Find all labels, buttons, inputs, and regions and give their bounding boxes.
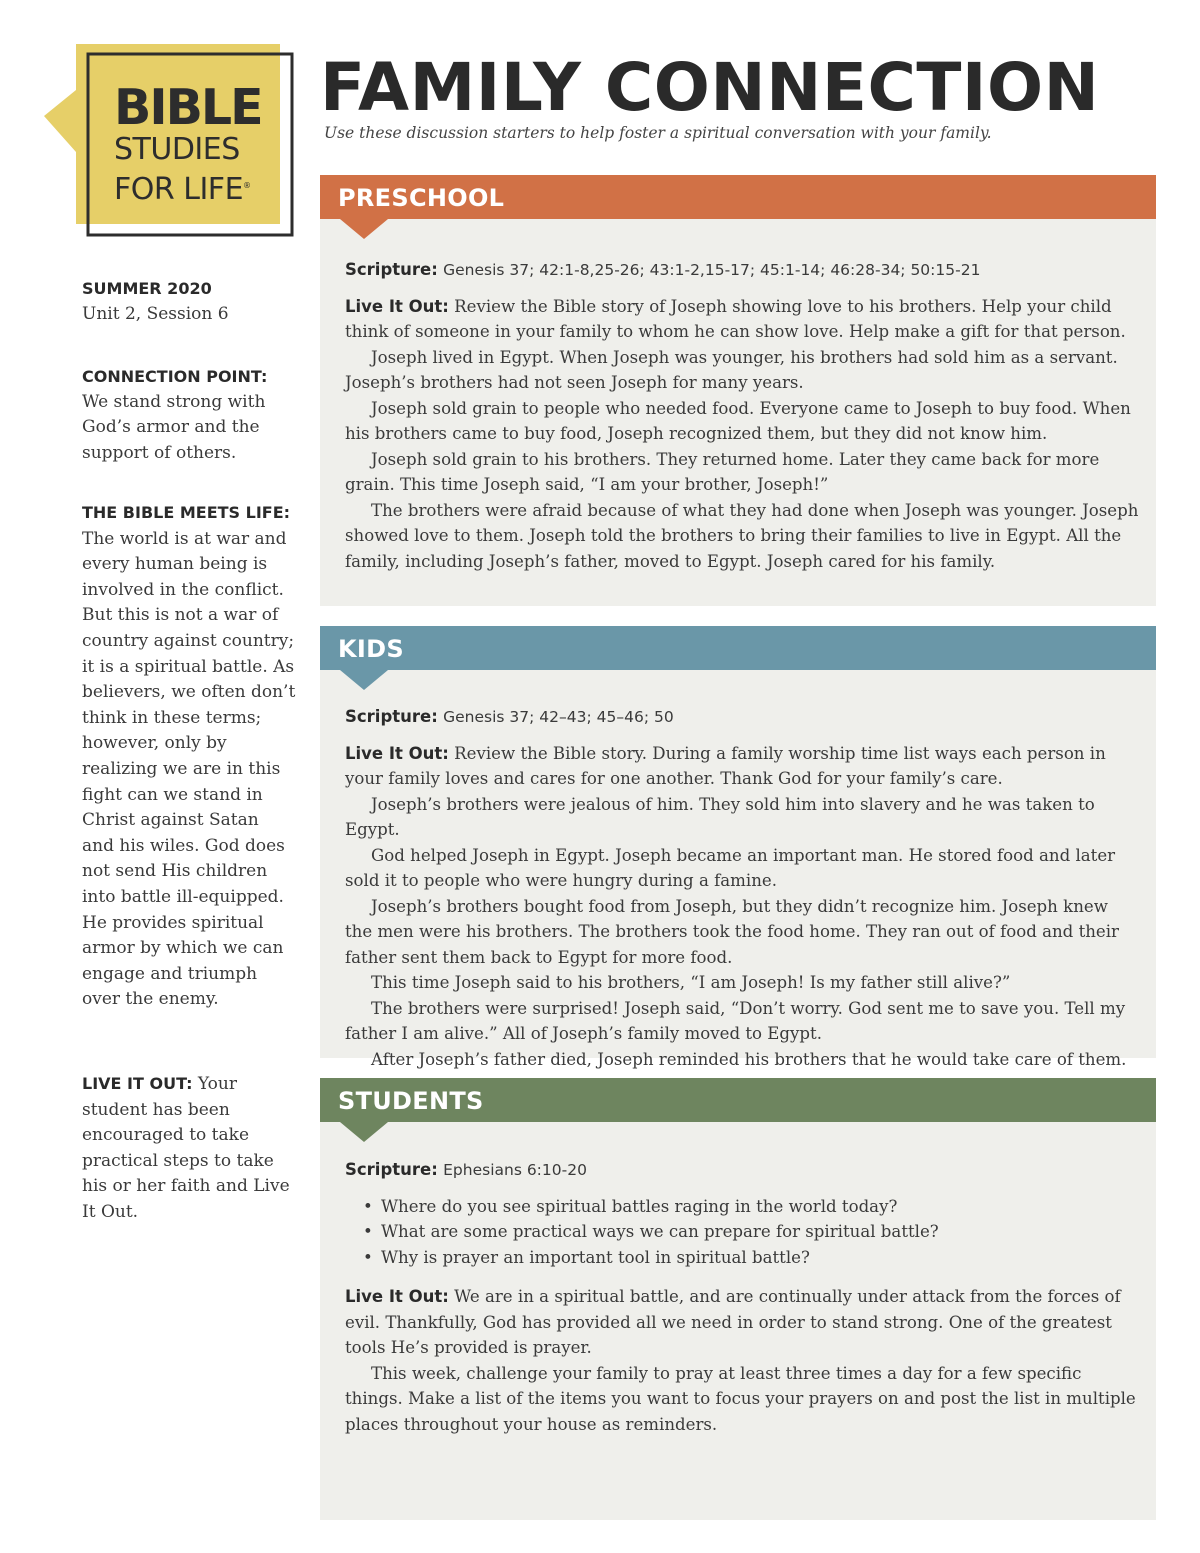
preschool-header: PRESCHOOL — [320, 175, 1156, 219]
logo-line-bible: BIBLE — [114, 79, 262, 136]
bible-studies-for-life-logo — [44, 44, 296, 240]
list-item: • What are some practical ways we can prepare for spiritual battle? — [345, 1219, 1140, 1245]
page-subtitle: Use these discussion starters to help foster a spiritual conversation with your family. — [324, 124, 992, 142]
preschool-paragraph: Joseph sold grain to people who needed food. Everyone came to Joseph to buy food. When his brothers came to buy food, Joseph recognized them, but they did not know him. — [345, 398, 1131, 443]
kids-paragraph: After Joseph’s father died, Joseph reminded his brothers that he would take care of them. — [371, 1049, 1127, 1069]
preschool-paragraph: Joseph sold grain to his brothers. They returned home. Later they came back for more grain. This time Joseph said, “I am your brother, Joseph!” — [345, 449, 1100, 494]
connection-point — [82, 364, 296, 466]
registered-mark: ® — [243, 181, 251, 190]
students-header: STUDENTS — [320, 1078, 1156, 1122]
live-it-out-text: Your student has been encouraged to take practical steps to take his or her faith and Live It Out. — [82, 1074, 290, 1222]
kids-live-it-out: Live It Out: Review the Bible story. During a family worship time list ways each person in your family loves and cares for one another. Thank God for your family’s care. — [345, 743, 1106, 788]
connection-point-label: CONNECTION POINT: — [82, 367, 268, 386]
kids-pointer-icon — [340, 670, 388, 690]
logo-wordmark — [114, 79, 262, 208]
live-it-out-summary — [82, 1071, 296, 1226]
students-content — [345, 1157, 1140, 1437]
students-question-list — [345, 1194, 1140, 1271]
preschool-scripture-ref: Genesis 37; 42:1-8,25-26; 43:1-2,15-17; 45:1-14; 46:28-34; 50:15-21 — [443, 261, 981, 279]
bible-meets-life-text: The world is at war and every human being is involved in the conflict. But this is not a war of country against country; it is a spiritual battle. As believers, we often don’t think in these terms; however, only by realizing we are in this fight can we stand in Christ against Satan and his wiles. God does not send His children into battle ill-equipped. He provides spiritual armor by which we can engage and triumph over the enemy. — [82, 528, 296, 1010]
list-item: • Why is prayer an important tool in spiritual battle? — [345, 1245, 1140, 1271]
students-section — [320, 1078, 1156, 1520]
students-scripture: Scripture: Ephesians 6:10-20 — [345, 1160, 587, 1179]
kids-paragraph: This time Joseph said to his brothers, “I am Joseph! Is my father still alive?” — [371, 973, 1011, 992]
logo-line-for-life: FOR LIFE® — [114, 172, 251, 207]
kids-header: KIDS — [320, 626, 1156, 670]
live-it-out-label: LIVE IT OUT: — [82, 1074, 193, 1093]
kids-section — [320, 626, 1156, 1069]
preschool-live-it-out: Live It Out: Review the Bible story of Joseph showing love to his brothers. Help your child think of someone in your family to whom he can show love. Help make a gift for that person. — [345, 296, 1126, 341]
students-paragraph: This week, challenge your family to pray at least three times a day for a few specific things. Make a list of the items you want to focus your prayers on and post the list in multiple places throughout your house as reminders. — [345, 1363, 1136, 1434]
kids-paragraph: Joseph’s brothers were jealous of him. They sold him into slavery and he was taken to Egypt. — [345, 794, 1095, 839]
unit-session: Unit 2, Session 6 — [82, 303, 229, 324]
students-live-it-out: Live It Out: We are in a spiritual battle, and are continually under attack from the forces of evil. Thankfully, God has provided all we need in order to stand strong. One of the greatest tools He’s provided is prayer. — [345, 1287, 1121, 1357]
preschool-content — [345, 257, 1140, 574]
preschool-pointer-icon — [340, 219, 388, 239]
list-item: • Where do you see spiritual battles raging in the world today? — [345, 1194, 1140, 1220]
kids-content — [345, 704, 1140, 1072]
students-pointer-icon — [340, 1122, 388, 1142]
session-info — [82, 276, 296, 327]
kids-paragraph: The brothers were surprised! Joseph said, “Don’t worry. God sent me to save you. Tell my father I am alive.” All of Joseph’s family moved to Egypt. — [345, 998, 1126, 1043]
preschool-paragraph: The brothers were afraid because of what they had done when Joseph was younger. Joseph showed love to them. Joseph told the brothers to bring their families to live in Egypt. All the family, including Joseph’s father, moved to Egypt. Joseph cared for his family. — [345, 500, 1139, 571]
preschool-scripture: Scripture: Genesis 37; 42:1-8,25-26; 43:1-2,15-17; 45:1-14; 46:28-34; 50:15-21 — [345, 260, 981, 279]
kids-scripture: Scripture: Genesis 37; 42–43; 45–46; 50 — [345, 707, 674, 726]
kids-scripture-ref: Genesis 37; 42–43; 45–46; 50 — [443, 708, 674, 726]
kids-paragraph: God helped Joseph in Egypt. Joseph became an important man. He stored food and later sold it to people who were hungry during a famine. — [345, 845, 1116, 890]
bible-meets-life-label: THE BIBLE MEETS LIFE: — [82, 503, 291, 522]
connection-point-text: We stand strong with God’s armor and the support of others. — [82, 391, 266, 463]
preschool-paragraph: Joseph lived in Egypt. When Joseph was younger, his brothers had sold him as a servant. Joseph’s brothers had not seen Joseph for many years. — [345, 347, 1118, 392]
logo-line-studies: STUDIES — [114, 132, 240, 167]
page-title: FAMILY CONNECTION — [320, 49, 1100, 126]
bible-meets-life — [82, 500, 296, 1013]
season-label: SUMMER 2020 — [82, 279, 212, 298]
kids-paragraph: Joseph’s brothers bought food from Joseph, but they didn’t recognize him. Joseph knew the men were his brothers. The brothers took the food home. They ran out of food and their father sent them back to Egypt for more food. — [345, 896, 1119, 967]
students-scripture-ref: Ephesians 6:10-20 — [443, 1161, 587, 1179]
preschool-section — [320, 175, 1156, 606]
